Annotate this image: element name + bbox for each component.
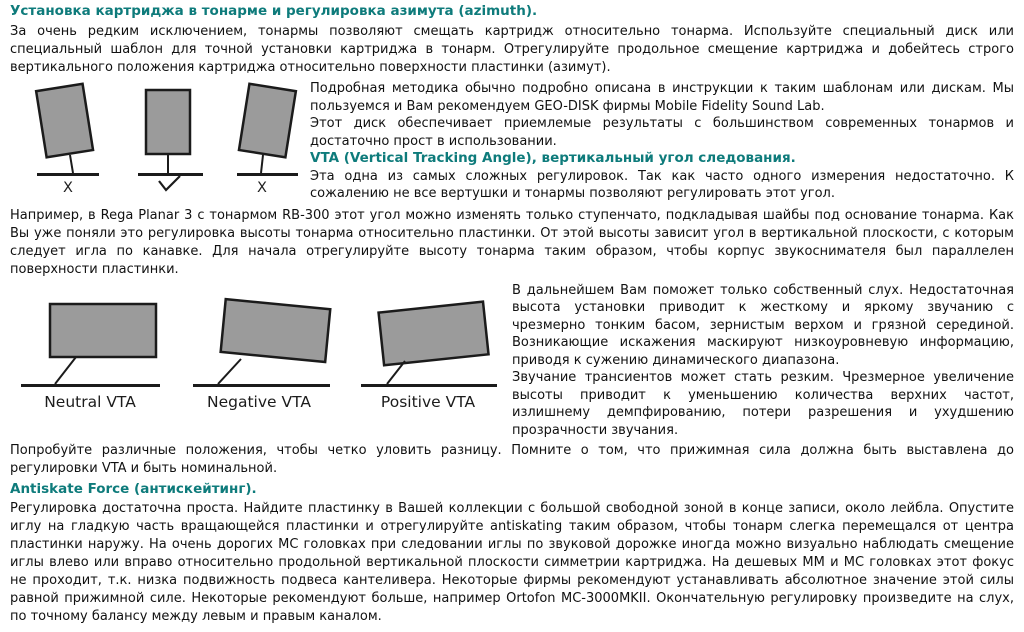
document-page: [10, 2, 1014, 626]
azimuth-disk-paragraph: Этот диск обеспечивает приемлемые результаты с большинством современных тонармов и достаточно прост в использовании.: [310, 116, 1014, 149]
azimuth-tilt-left-icon: [36, 84, 99, 196]
negative-vta-label: Negative VTA: [207, 392, 311, 411]
neutral-vta-label: Neutral VTA: [44, 392, 136, 411]
antiskate-section-title: Antiskate Force (антискейтинг).: [10, 481, 257, 497]
positive-vta-label: Positive VTA: [380, 392, 476, 411]
vta-try-paragraph: Попробуйте различные положения, чтобы четко уловить разницу. Помните о том, что прижимная сила должна быть выставлена до регулировки VTA и быть номинальной.: [10, 443, 1014, 476]
neutral-vta-icon: [21, 304, 160, 411]
azimuth-figure-row: [10, 80, 1014, 203]
vta-rega-paragraph: Например, в Rega Planar 3 с тонармом RB-300 этот угол можно изменять только ступенчато, подкладывая шайбы под основание тонарма. Как Вы уже поняли это регулировка высоты тонарма относительно пластинки. От этой высоты зависит угол в вертикальной плоскости, с которым следует игла по канавке. Для начала отрегулируйте высоту тонарма таким образом, чтобы корпус звукоснимателя был параллелен поверхности пластинки.: [10, 207, 1014, 277]
check-mark-icon: [159, 176, 180, 190]
azimuth-method-paragraph: Подробная методика обычно подробно описана в инструкции к таким шаблонам или дискам. Мы пользуемся и Вам рекомендуем GEO-DISK фирмы Mobile Fidelity Sound Lab.: [310, 81, 1014, 114]
vta-transients-paragraph: Звучание трансиентов может стать резким. Чрезмерное увеличение высоты приводит к уменьшению количества верхних частот, излишнему демпфированию, потери разрешения и ухудшению прозрачности звучания.: [512, 370, 1014, 438]
azimuth-side-text: [310, 80, 1014, 203]
wrong-mark: X: [63, 180, 73, 196]
negative-vta-icon: [193, 299, 330, 411]
antiskate-body-paragraph: Регулировка достаточна проста. Найдите пластинку в Вашей коллекции с большой свободной зоной в конце записи, около лейбла. Опустите иглу на гладкую часть вращающейся пластинки и отрегулируйте antiskating таким образом, чтобы тонарм слегка перемещался от центра пластинки наружу. На очень дорогих МС головках при следовании иглы по звуковой дорожке иногда можно визуально наблюдать смещение иглы влево или вправо относительно продольной вертикальной плоскости симметрии картриджа. На дешевых ММ и МС головках этот фокус не проходит, т.к. низка подвижность подвеса кантеливера. Некоторые фирмы рекомендуют устанавливать абсолютное значение этой силы равной прижимной силе. Некоторые рекомендуют больше, например Ortofon MC-3000MKII. Окончательную регулировку произведите на слух, по точному балансу между левым и правым каналом.: [10, 501, 1014, 624]
azimuth-correct-icon: [138, 90, 203, 190]
vta-side-text: [512, 282, 1014, 440]
vta-diagram: [10, 282, 502, 420]
positive-vta-icon: [361, 301, 497, 410]
azimuth-intro-paragraph: За очень редким исключением, тонармы позволяют смещать картридж относительно тонарма. Используйте специальный диск или специальный шаблон для точной установки картриджа в тонарм. Отрегулируйте продольное смещение картриджа и добейтесь строго вертикального положения картриджа относительно поверхности пластинки (азимут).: [10, 24, 1014, 75]
azimuth-tilt-right-icon: [237, 84, 298, 196]
azimuth-diagram: [10, 80, 302, 198]
vta-intro-paragraph: Эта одна из самых сложных регулировок. Так как часто одного измерения недостаточно. К сожалению не все вертушки и тонармы позволяют регулировать этот угол.: [310, 168, 1014, 201]
azimuth-section-title: Установка картриджа в тонарме и регулировка азимута (azimuth).: [10, 3, 538, 19]
vta-listening-paragraph: В дальнейшем Вам поможет только собственный слух. Недостаточная высота установки приводит к жесткому и яркому звучанию с чрезмерно тонким басом, зернистым верхом и грязной серединой. Возникающие искажения маскируют низкоуровневую информацию, приводя к сужению динамического диапазона.: [512, 282, 1014, 368]
vta-section-title: VTA (Vertical Tracking Angle), вертикальный угол следования.: [310, 150, 796, 166]
wrong-mark: X: [257, 180, 267, 196]
vta-figure-row: [10, 282, 1014, 440]
